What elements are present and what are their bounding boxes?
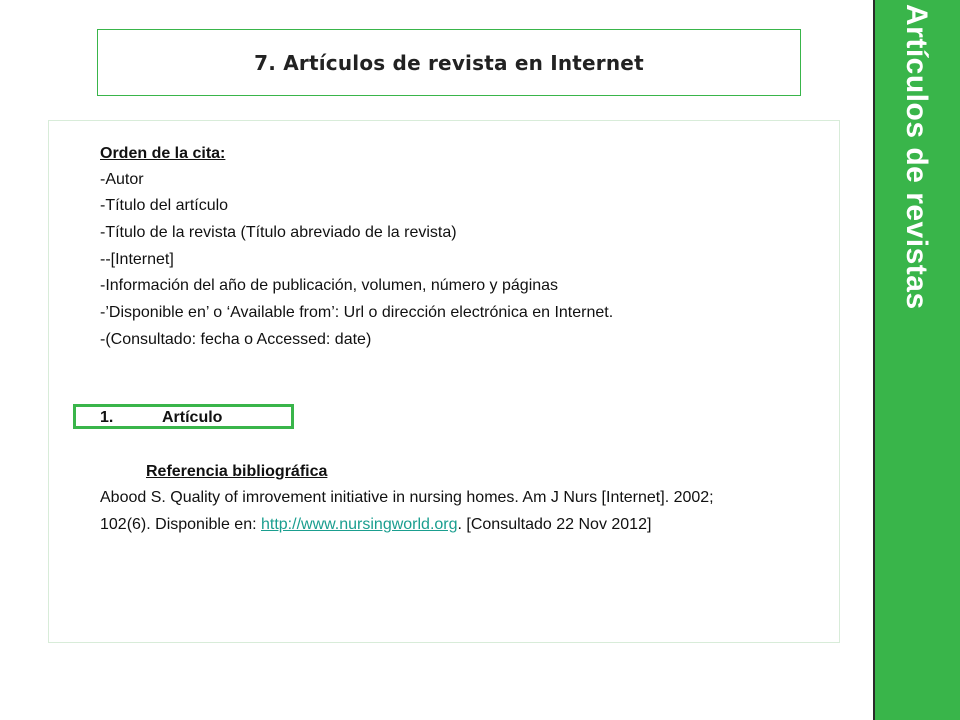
- reference-line-2-prefix: 102(6). Disponible en:: [100, 516, 261, 533]
- citation-order-heading: Orden de la cita:: [100, 145, 226, 162]
- article-list-item: [100, 408, 222, 428]
- citation-item-available-from: -’Disponible en’ o ‘Available from’: Url o dirección electrónica en Internet.: [100, 304, 614, 321]
- side-label: Artículos de revistas: [900, 4, 933, 310]
- slide-title: 7. Artículos de revista en Internet: [254, 50, 644, 75]
- reference-heading: Referencia bibliográfica: [146, 463, 328, 480]
- reference-line-1: Abood S. Quality of imrovement initiative in nursing homes. Am J Nurs [Internet]. 2002;: [100, 489, 714, 506]
- citation-item-internet: --[Internet]: [100, 251, 174, 268]
- citation-item-accessed: -(Consultado: fecha o Accessed: date): [100, 331, 372, 348]
- reference-line-2: [100, 515, 651, 535]
- article-label: Artículo: [162, 409, 223, 426]
- citation-item-article-title: -Título del artículo: [100, 197, 229, 214]
- article-number: 1.: [100, 409, 114, 426]
- citation-item-author: -Autor: [100, 171, 144, 188]
- citation-item-journal-title: -Título de la revista (Título abreviado de la revista): [100, 224, 457, 241]
- reference-line-2-suffix: . [Consultado 22 Nov 2012]: [457, 516, 652, 533]
- citation-item-publication-info: -Información del año de publicación, volumen, número y páginas: [100, 277, 559, 294]
- title-box: [97, 29, 801, 96]
- reference-link[interactable]: http://www.nursingworld.org: [260, 516, 458, 533]
